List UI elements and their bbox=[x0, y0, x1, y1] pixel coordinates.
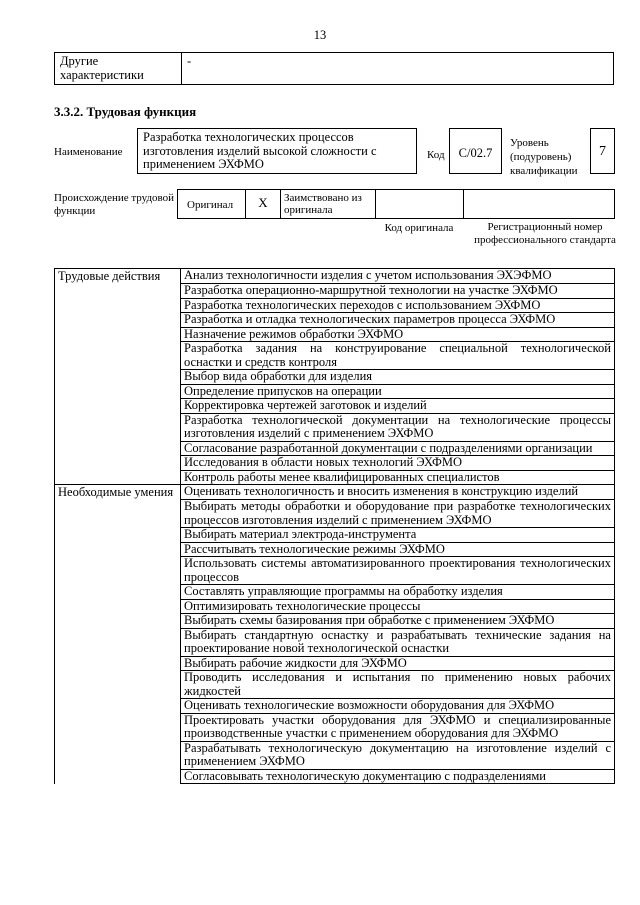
required-skill-item: Выбирать рабочие жидкости для ЭХФМО bbox=[181, 656, 615, 671]
table-row bbox=[55, 557, 615, 585]
section-label-spacer bbox=[55, 456, 181, 471]
other-characteristics-value: - bbox=[182, 53, 614, 85]
reg-number-cell bbox=[463, 190, 615, 218]
level-label: Уровень (подуровень) квалификации bbox=[510, 137, 578, 177]
table-row bbox=[55, 327, 615, 342]
function-name: Разработка технологических процессов изготовления изделий высокой сложности с применением ЭХФМО bbox=[137, 128, 417, 174]
section-label-spacer bbox=[55, 599, 181, 614]
section-label-spacer bbox=[55, 614, 181, 629]
required-skill-item: Составлять управляющие программы на обработку изделия bbox=[181, 585, 615, 600]
labor-action-item: Разработка технологических переходов с использованием ЭХФМО bbox=[181, 298, 615, 313]
section-label-spacer bbox=[55, 470, 181, 485]
labor-action-item: Разработка и отладка технологических параметров процесса ЭХФМО bbox=[181, 313, 615, 328]
table-row bbox=[55, 413, 615, 441]
table-row bbox=[55, 528, 615, 543]
section-label-spacer bbox=[55, 384, 181, 399]
section-label-spacer bbox=[55, 413, 181, 441]
section-label-spacer bbox=[55, 342, 181, 370]
qualification-level: 7 bbox=[590, 128, 615, 174]
section-label-spacer bbox=[55, 557, 181, 585]
required-skill-item: Проектировать участки оборудования для ЭХФМО и специализированные производственные участки с применением оборудования для ЭХФМО bbox=[181, 713, 615, 741]
labor-action-item: Выбор вида обработки для изделия bbox=[181, 370, 615, 385]
table-row bbox=[55, 500, 615, 528]
table-row bbox=[55, 585, 615, 600]
table-row bbox=[55, 313, 615, 328]
section-label-spacer bbox=[55, 713, 181, 741]
labor-action-item: Корректировка чертежей заготовок и изделий bbox=[181, 399, 615, 414]
section-label-spacer bbox=[55, 769, 181, 784]
table-row bbox=[55, 671, 615, 699]
other-characteristics-label: Другие характеристики bbox=[55, 53, 182, 85]
required-skills-label: Необходимые умения bbox=[55, 485, 181, 500]
section-label-spacer bbox=[55, 542, 181, 557]
original-mark: X bbox=[245, 190, 280, 218]
labor-action-item: Назначение режимов обработки ЭХФМО bbox=[181, 327, 615, 342]
section-label-spacer bbox=[55, 741, 181, 769]
section-label-spacer bbox=[55, 441, 181, 456]
origin-box bbox=[177, 189, 615, 219]
table-row bbox=[55, 542, 615, 557]
function-code: C/02.7 bbox=[449, 128, 502, 174]
required-skill-item: Использовать системы автоматизированного проектирования технологических процессов bbox=[181, 557, 615, 585]
required-skill-item: Выбирать материал электрода-инструмента bbox=[181, 528, 615, 543]
original-label: Оригинал bbox=[177, 190, 245, 218]
table-row bbox=[55, 656, 615, 671]
required-skill-item: Согласовывать технологическую документацию с подразделениями bbox=[181, 769, 615, 784]
code-original-cell bbox=[375, 190, 463, 218]
table-row bbox=[55, 599, 615, 614]
section-label-spacer bbox=[55, 313, 181, 328]
required-skill-item: Проводить исследования и испытания по применению новых рабочих жидкостей bbox=[181, 671, 615, 699]
required-skill-item: Оценивать технологические возможности оборудования для ЭХФМО bbox=[181, 699, 615, 714]
section-label-spacer bbox=[55, 656, 181, 671]
labor-action-item: Разработка задания на конструирование специальной технологической оснастки и средств контроля bbox=[181, 342, 615, 370]
table-row bbox=[55, 384, 615, 399]
name-label: Наименование bbox=[54, 146, 123, 158]
code-label: Код bbox=[427, 149, 445, 161]
labor-actions-label: Трудовые действия bbox=[55, 269, 181, 284]
origin-label: Происхождение трудовой функции bbox=[54, 192, 175, 217]
section-heading: 3.3.2. Трудовая функция bbox=[54, 104, 197, 119]
section-label-spacer bbox=[55, 500, 181, 528]
borrowed-label: Заимствовано из оригинала bbox=[280, 190, 375, 218]
table-row bbox=[55, 741, 615, 769]
labor-action-item: Контроль работы менее квалифицированных специалистов bbox=[181, 470, 615, 485]
section-label-spacer bbox=[55, 628, 181, 656]
labor-action-item: Определение припусков на операции bbox=[181, 384, 615, 399]
required-skill-item: Выбирать методы обработки и оборудование при разработке технологических процессов изготовления изделий с применением ЭХФМО bbox=[181, 500, 615, 528]
code-original-caption: Код оригинала bbox=[384, 222, 454, 234]
table-row bbox=[55, 298, 615, 313]
section-label-spacer bbox=[55, 298, 181, 313]
reg-number-caption: Регистрационный номер профессионального стандарта bbox=[474, 221, 616, 246]
table-row bbox=[55, 485, 615, 500]
table-row bbox=[55, 342, 615, 370]
table-row bbox=[55, 628, 615, 656]
section-label-spacer bbox=[55, 699, 181, 714]
table-row bbox=[55, 769, 615, 784]
required-skill-item: Оценивать технологичность и вносить изменения в конструкцию изделий bbox=[181, 485, 615, 500]
section-label-spacer bbox=[55, 284, 181, 299]
table-row bbox=[55, 441, 615, 456]
table-row bbox=[55, 699, 615, 714]
labor-action-item: Анализ технологичности изделия с учетом использования ЭХЭФМО bbox=[181, 269, 615, 284]
table-row bbox=[55, 399, 615, 414]
table-row bbox=[55, 470, 615, 485]
labor-action-item: Разработка технологической документации на технологические процессы изготовления изделий с применением ЭХФМО bbox=[181, 413, 615, 441]
table-row bbox=[55, 614, 615, 629]
section-label-spacer bbox=[55, 399, 181, 414]
page-number: 13 bbox=[313, 28, 327, 42]
table-row bbox=[55, 269, 615, 284]
section-label-spacer bbox=[55, 370, 181, 385]
table-row bbox=[55, 456, 615, 471]
table-row bbox=[55, 370, 615, 385]
table-row bbox=[55, 284, 615, 299]
table-row bbox=[55, 713, 615, 741]
section-label-spacer bbox=[55, 327, 181, 342]
required-skill-item: Оптимизировать технологические процессы bbox=[181, 599, 615, 614]
section-label-spacer bbox=[55, 671, 181, 699]
required-skill-item: Разрабатывать технологическую документацию на изготовление изделий с применением ЭХФМО bbox=[181, 741, 615, 769]
other-characteristics-table bbox=[54, 52, 614, 85]
functions-table bbox=[54, 268, 615, 784]
required-skill-item: Выбирать стандартную оснастку и разрабатывать технические задания на проектирование новой технологической оснастки bbox=[181, 628, 615, 656]
section-label-spacer bbox=[55, 585, 181, 600]
labor-action-item: Исследования в области новых технологий ЭХФМО bbox=[181, 456, 615, 471]
required-skill-item: Рассчитывать технологические режимы ЭХФМО bbox=[181, 542, 615, 557]
section-label-spacer bbox=[55, 528, 181, 543]
labor-action-item: Разработка операционно-маршрутной технологии на участке ЭХФМО bbox=[181, 284, 615, 299]
required-skill-item: Выбирать схемы базирования при обработке с применением ЭХФМО bbox=[181, 614, 615, 629]
labor-action-item: Согласование разработанной документации с подразделениями организации bbox=[181, 441, 615, 456]
